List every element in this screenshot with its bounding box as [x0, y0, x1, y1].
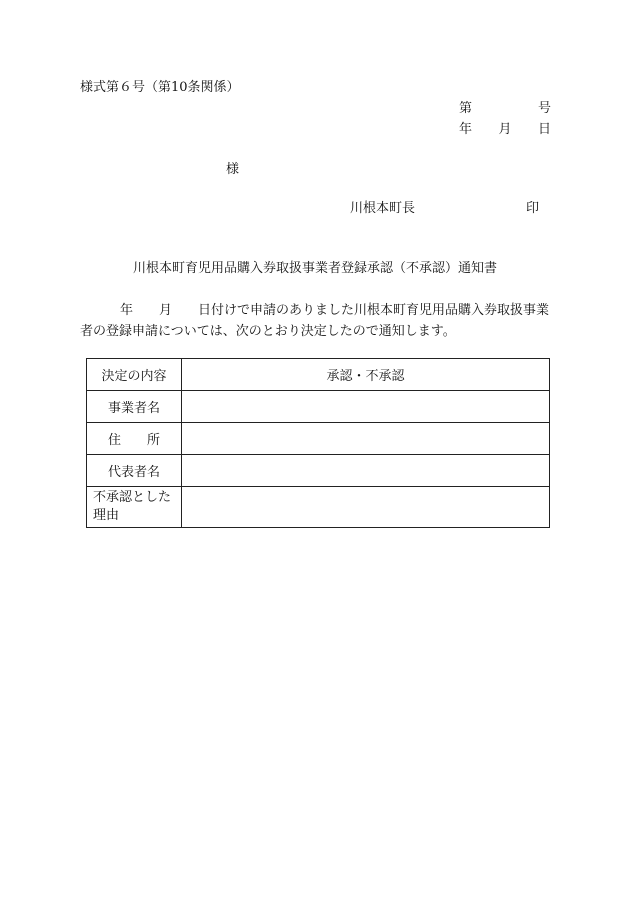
row-value-business-name[interactable]: [182, 391, 550, 423]
document-number-prefix: 第: [459, 101, 473, 116]
row-label-address: [87, 423, 182, 455]
row-label-decision: 決定の内容: [87, 359, 182, 391]
row-label-representative: 代表者名: [87, 455, 182, 487]
address-label-second: 所: [147, 433, 161, 448]
date-month: 月: [498, 122, 512, 137]
body-text: 日付けで申請のありました川根本町育児用品購入券取扱事業者の登録申請については、次のとおり決定したので通知します。: [80, 303, 550, 339]
row-value-rejection-reason[interactable]: [182, 487, 550, 528]
row-value-representative[interactable]: [182, 455, 550, 487]
body-year: 年: [120, 303, 134, 318]
address-label-first: 住: [107, 433, 121, 448]
document-date: [459, 122, 551, 138]
document-number: [459, 101, 551, 117]
table-row: [87, 455, 550, 487]
row-label-business-name: 事業者名: [87, 391, 182, 423]
date-year: 年: [459, 122, 473, 137]
body-month: 月: [159, 303, 173, 318]
document-number-suffix: 号: [537, 101, 551, 116]
table-row: [87, 487, 550, 528]
row-label-rejection-reason: 不承認とした理由: [87, 487, 182, 528]
table-row: [87, 423, 550, 455]
row-value-decision: 承認・不承認: [182, 359, 550, 391]
decision-table: [86, 358, 550, 528]
body-paragraph: [80, 300, 554, 342]
issuer-title: 川根本町長: [350, 201, 416, 216]
seal-mark: 印: [526, 201, 540, 216]
form-number: 様式第６号（第10条関係）: [80, 80, 240, 95]
addressee-honorific: 様: [226, 162, 240, 177]
document-title: 川根本町育児用品購入券取扱事業者登録承認（不承認）通知書: [132, 261, 497, 276]
date-day: 日: [537, 122, 551, 137]
table-row: [87, 359, 550, 391]
row-value-address[interactable]: [182, 423, 550, 455]
table-row: [87, 391, 550, 423]
